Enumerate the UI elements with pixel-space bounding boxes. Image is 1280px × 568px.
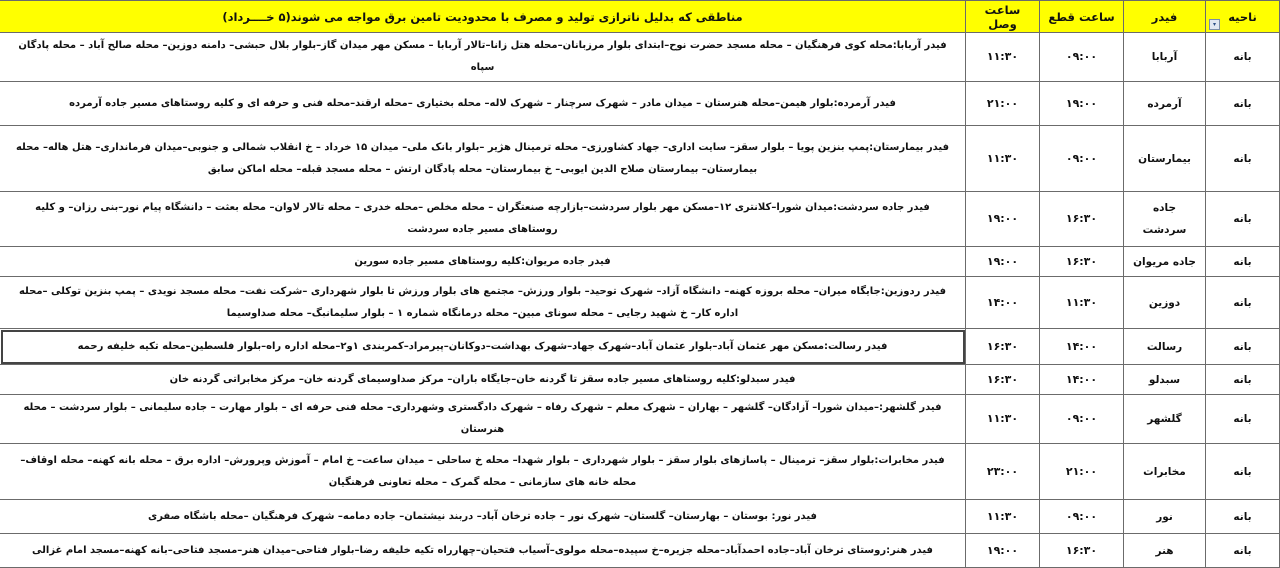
feeder-cell: رسالت bbox=[1124, 329, 1206, 365]
table-row bbox=[0, 82, 1280, 126]
cut-time-cell: ۰۹:۰۰ bbox=[1040, 33, 1124, 82]
cut-time-cell: ۰۹:۰۰ bbox=[1040, 395, 1124, 444]
areas-cell: فیدر گلشهر:–میدان شورا– آزادگان– گلشهر – بهاران – شهرک معلم – شهرک رفاه – شهرک دادگستری وشهرداری– محله فنی حرفه ای – بلوار مهارت – جاده سلیمانی – بلوار سردشت – محله هنرستان bbox=[0, 395, 966, 444]
areas-cell: فیدر هنر:روستای ترخان آباد–جاده احمدآباد–محله جزیره–خ سپیده–محله مولوی–آسیاب فتحیان–چهارراه تکیه خلیفه رضا–بلوار فتاحی–میدان هنر–مسجد فتاحی–بانه کهنه–مسجد امام غزالی bbox=[0, 534, 966, 568]
connect-time-cell: ۱۶:۳۰ bbox=[966, 365, 1040, 395]
cut-time-cell: ۱۴:۰۰ bbox=[1040, 365, 1124, 395]
cut-time-cell: ۱۶:۳۰ bbox=[1040, 534, 1124, 568]
header-region[interactable] bbox=[1206, 1, 1280, 33]
region-cell: بانه bbox=[1206, 500, 1280, 534]
cut-time-cell: ۰۹:۰۰ bbox=[1040, 500, 1124, 534]
table-row bbox=[0, 126, 1280, 192]
header-connect-time: ساعت وصل bbox=[966, 1, 1040, 33]
region-cell: بانه bbox=[1206, 329, 1280, 365]
areas-cell: فیدر مخابرات:بلوار سقز– ترمینال – پاسازهای بلوار سقز – بلوار شهرداری – بلوار شهدا– محله خ ساحلی – میدان ساعت– خ امام – آموزش وپرورش– اداره برق – محله بانه کهنه– محله اوقاف– محله خانه های سازمانی – محله گمرک – محله تعاونی فرهنگیان bbox=[0, 444, 966, 500]
areas-cell: فیدر ردوزین:جایگاه میران– محله بروزه کهنه– دانشگاه آزاد– شهرک توحید– بلوار ورزش– مجتمع های بلوار ورزش تا بلوار شهرداری –شرکت نفت– محله مسجد نویدی – پمپ بنزین توکلی –محله اداره کار– خ شهید رجایی – محله سونای مبین– محله درمانگاه شماره ۱ – بلوار سلیمانبگ– محله صداوسیما bbox=[0, 277, 966, 329]
table-row bbox=[0, 33, 1280, 82]
table-row bbox=[0, 534, 1280, 568]
region-cell: بانه bbox=[1206, 444, 1280, 500]
areas-cell: فیدر نور: بوستان – بهارستان– گلستان– شهرک نور – جاده ترخان آباد– دربند نیشتمان– جاده دمامه– شهرک فرهنگیان –محله باشگاه صفری bbox=[0, 500, 966, 534]
region-cell: بانه bbox=[1206, 534, 1280, 568]
connect-time-cell: ۱۱:۳۰ bbox=[966, 500, 1040, 534]
connect-time-cell: ۲۱:۰۰ bbox=[966, 82, 1040, 126]
connect-time-cell: ۱۹:۰۰ bbox=[966, 534, 1040, 568]
feeder-cell: آربابا bbox=[1124, 33, 1206, 82]
cut-time-cell: ۲۱:۰۰ bbox=[1040, 444, 1124, 500]
header-feeder: فیدر bbox=[1124, 1, 1206, 33]
cut-time-cell: ۰۹:۰۰ bbox=[1040, 126, 1124, 192]
connect-time-cell: ۱۹:۰۰ bbox=[966, 247, 1040, 277]
table-row bbox=[0, 329, 1280, 365]
feeder-cell: نور bbox=[1124, 500, 1206, 534]
areas-cell: فیدر سبدلو:کلیه روستاهای مسیر جاده سقز تا گردنه خان–جایگاه باران– مرکز صداوسیمای گردنه خان– مرکز مخابراتی گردنه خان bbox=[0, 365, 966, 395]
filter-dropdown-icon[interactable]: ▾ bbox=[1209, 19, 1220, 30]
region-cell: بانه bbox=[1206, 277, 1280, 329]
cut-time-cell: ۱۱:۳۰ bbox=[1040, 277, 1124, 329]
cut-time-cell: ۱۹:۰۰ bbox=[1040, 82, 1124, 126]
feeder-cell: مخابرات bbox=[1124, 444, 1206, 500]
region-cell: بانه bbox=[1206, 33, 1280, 82]
areas-cell: فیدر بیمارستان:پمپ بنزین پویا – بلوار سقز– سایت اداری– جهاد کشاورزی– محله ترمینال هژیر –بلوار بانک ملی– میدان ۱۵ خرداد – خ انقلاب شمالی و جنوبی–میدان فرمانداری– هتل هاله– محله بیمارستان– بیمارستان صلاح الدین ایوبی– خ بیمارستان– محله پادگان ارتش – محله مسجد قبله– محله اماکن سابق bbox=[0, 126, 966, 192]
feeder-cell: آرمرده bbox=[1124, 82, 1206, 126]
connect-time-cell: ۱۴:۰۰ bbox=[966, 277, 1040, 329]
cut-time-cell: ۱۶:۳۰ bbox=[1040, 192, 1124, 247]
table-row bbox=[0, 365, 1280, 395]
feeder-cell: بیمارستان bbox=[1124, 126, 1206, 192]
connect-time-cell: ۱۱:۳۰ bbox=[966, 33, 1040, 82]
feeder-cell: گلشهر bbox=[1124, 395, 1206, 444]
areas-cell: فیدر آربابا:محله کوی فرهنگیان – محله مسجد حضرت نوح–ابتدای بلوار مرزبانان–محله هتل زانا–تالار آربابا – مسکن مهر میدان گاز–بلوار بلال حبشی– دامنه دوزین– محله صالح آباد – محله پادگان سپاه bbox=[0, 33, 966, 82]
region-cell: بانه bbox=[1206, 126, 1280, 192]
cut-time-cell: ۱۴:۰۰ bbox=[1040, 329, 1124, 365]
table-row bbox=[0, 395, 1280, 444]
feeder-cell: سبدلو bbox=[1124, 365, 1206, 395]
feeder-cell: دوزین bbox=[1124, 277, 1206, 329]
table-row bbox=[0, 277, 1280, 329]
areas-cell: فیدر جاده سردشت:میدان شورا–کلانتری ۱۲–مسکن مهر بلوار سردشت–بازارچه صنعتگران – محله مخلص –محله خدری – محله تالار لاوان– محله بعثت – دانشگاه پیام نور–بنی رزان– و کلیه روستاهای مسیر جاده سردشت bbox=[0, 192, 966, 247]
header-row bbox=[0, 1, 1280, 33]
connect-time-cell: ۱۹:۰۰ bbox=[966, 192, 1040, 247]
header-areas: مناطقی که بدلیل ناترازی تولید و مصرف با محدودیت تامین برق مواجه می شوند(۵ خــــرداد) bbox=[0, 1, 966, 33]
feeder-cell: جاده سردشت bbox=[1124, 192, 1206, 247]
header-cut-time: ساعت قطع bbox=[1040, 1, 1124, 33]
areas-cell: فیدر آرمرده:بلوار هیمن–محله هنرستان – میدان مادر – شهرک سرچنار – شهرک لاله– محله بختیاری –محله ارقند–محله فنی و حرفه ای و کلیه روستاهای مسیر جاده آرمرده bbox=[0, 82, 966, 126]
connect-time-cell: ۱۶:۳۰ bbox=[966, 329, 1040, 365]
areas-cell: فیدر جاده مریوان:کلیه روستاهای مسیر جاده سورین bbox=[0, 247, 966, 277]
region-cell: بانه bbox=[1206, 247, 1280, 277]
region-cell: بانه bbox=[1206, 365, 1280, 395]
areas-cell: فیدر رسالت:مسکن مهر عثمان آباد–بلوار عثمان آباد–شهرک جهاد–شهرک بهداشت–دوکانان–پیرمراد–کمربندی ۱و۲–محله اداره راه–بلوار فلسطین–محله تکیه خلیفه رحمه bbox=[0, 329, 966, 365]
region-cell: بانه bbox=[1206, 395, 1280, 444]
feeder-cell: جاده مریوان bbox=[1124, 247, 1206, 277]
region-cell: بانه bbox=[1206, 82, 1280, 126]
connect-time-cell: ۱۱:۳۰ bbox=[966, 126, 1040, 192]
table-row bbox=[0, 444, 1280, 500]
header-region-label: ناحیه bbox=[1228, 9, 1257, 24]
region-cell: بانه bbox=[1206, 192, 1280, 247]
connect-time-cell: ۱۱:۳۰ bbox=[966, 395, 1040, 444]
connect-time-cell: ۲۳:۰۰ bbox=[966, 444, 1040, 500]
table-row bbox=[0, 192, 1280, 247]
table-row bbox=[0, 247, 1280, 277]
cut-time-cell: ۱۶:۳۰ bbox=[1040, 247, 1124, 277]
feeder-cell: هنر bbox=[1124, 534, 1206, 568]
table-row bbox=[0, 500, 1280, 534]
